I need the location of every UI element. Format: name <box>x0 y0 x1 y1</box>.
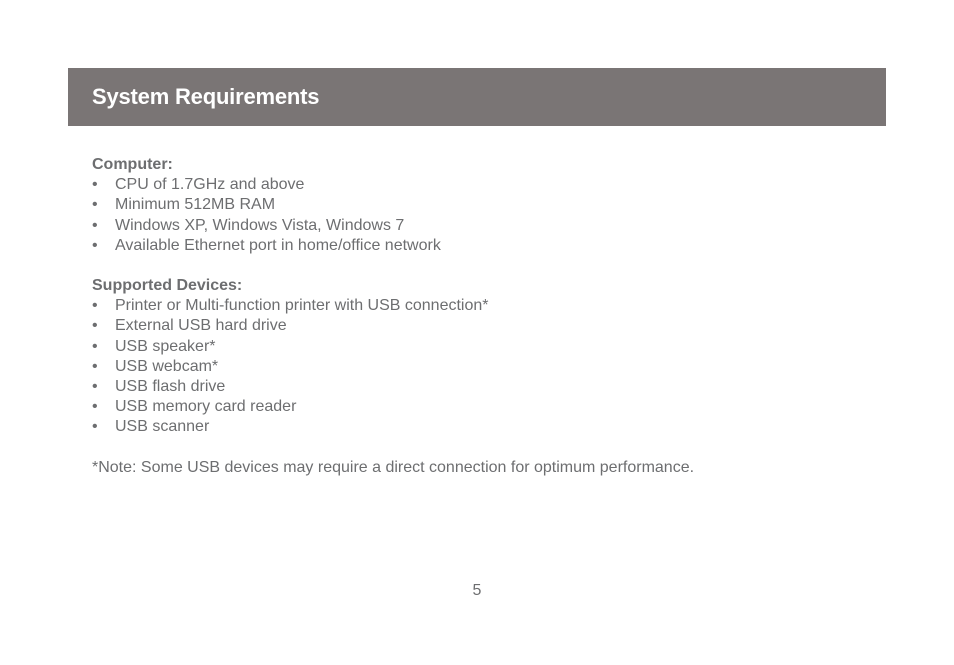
bullet-icon: • <box>92 216 98 234</box>
list-item <box>92 417 852 437</box>
spacer <box>92 438 852 458</box>
computer-heading: Computer: <box>92 156 173 173</box>
bullet-icon: • <box>92 337 98 355</box>
list-item-text: USB scanner <box>115 418 210 436</box>
list-item-text: Printer or Multi-function printer with USB connection* <box>115 297 489 315</box>
list-item-text: USB speaker* <box>115 337 216 355</box>
page-number: 5 <box>472 582 482 599</box>
page-title: System Requirements <box>92 84 320 109</box>
spacer <box>92 256 852 276</box>
list-item-text: Available Ethernet port in home/office network <box>115 236 441 254</box>
list-item <box>92 236 852 256</box>
bullet-icon: • <box>92 378 98 396</box>
list-item <box>92 216 852 236</box>
supported-devices-heading: Supported Devices: <box>92 277 243 295</box>
list-item-text: USB flash drive <box>115 378 226 396</box>
list-item-text: USB memory card reader <box>115 398 297 416</box>
bullet-icon: • <box>92 196 98 214</box>
computer-list <box>92 175 852 256</box>
bullet-icon: • <box>92 317 98 335</box>
bullet-icon: • <box>92 398 98 416</box>
bullet-icon: • <box>92 297 98 315</box>
list-item-text: CPU of 1.7GHz and above <box>115 176 305 194</box>
supported-devices-list <box>92 296 852 437</box>
bullet-icon: • <box>92 236 98 254</box>
list-item <box>92 296 852 316</box>
list-item <box>92 337 852 357</box>
bullet-icon: • <box>92 357 98 375</box>
list-item-text: USB webcam* <box>115 357 219 375</box>
list-item <box>92 175 852 195</box>
list-item-text: Windows XP, Windows Vista, Windows 7 <box>115 216 405 234</box>
list-item <box>92 195 852 215</box>
list-item <box>92 316 852 336</box>
list-item <box>92 377 852 397</box>
requirements-content <box>92 155 852 478</box>
list-item-text: External USB hard drive <box>115 317 287 335</box>
list-item-text: Minimum 512MB RAM <box>115 196 276 214</box>
list-item <box>92 397 852 417</box>
footnote: *Note: Some USB devices may require a direct connection for optimum performance. <box>92 458 695 476</box>
list-item <box>92 357 852 377</box>
bullet-icon: • <box>92 418 98 436</box>
bullet-icon: • <box>92 176 98 194</box>
section-header-band <box>68 68 886 126</box>
